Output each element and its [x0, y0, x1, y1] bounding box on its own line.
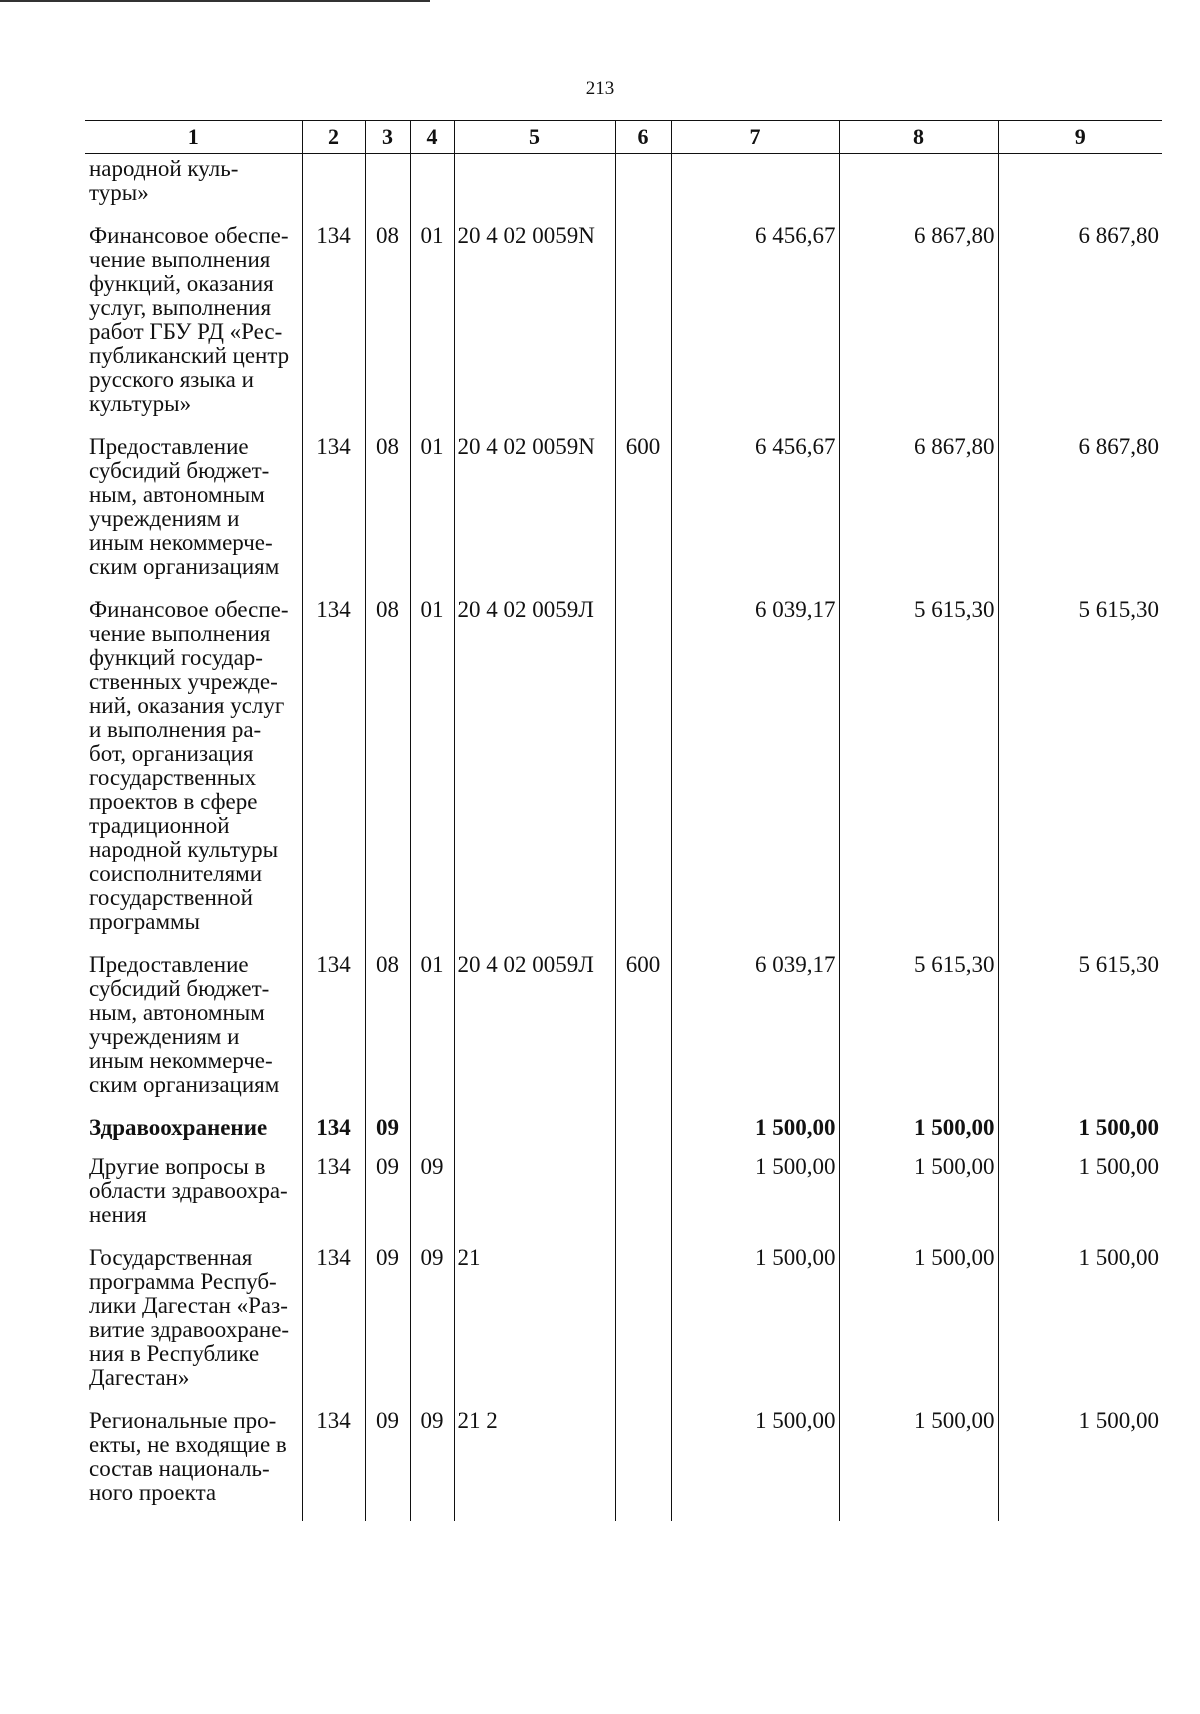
amount-col-8: 1 500,00 — [839, 1406, 998, 1521]
target-article-code: 20 4 02 0059N — [454, 432, 615, 595]
amount-col-7: 6 039,17 — [671, 950, 839, 1113]
target-article-code — [454, 1113, 615, 1152]
subsection-code — [410, 1113, 454, 1152]
section-code: 09 — [365, 1152, 410, 1243]
amount-col-7 — [671, 154, 839, 222]
table-row — [85, 1243, 1162, 1406]
section-code — [365, 154, 410, 222]
amount-col-9: 5 615,30 — [998, 595, 1162, 950]
amount-col-8: 1 500,00 — [839, 1152, 998, 1243]
header-cell: 1 — [85, 121, 302, 154]
header-row — [85, 121, 1162, 154]
expense-type-code: 600 — [615, 950, 671, 1113]
amount-col-7: 6 456,67 — [671, 432, 839, 595]
table-row — [85, 154, 1162, 222]
amount-col-7: 1 500,00 — [671, 1113, 839, 1152]
row-name: народной куль- туры» — [89, 156, 239, 205]
amount-col-7: 1 500,00 — [671, 1406, 839, 1521]
subsection-code: 01 — [410, 950, 454, 1113]
target-article-code: 20 4 02 0059N — [454, 221, 615, 432]
page-number: 213 — [585, 78, 615, 99]
table-row — [85, 1152, 1162, 1243]
amount-col-8: 6 867,80 — [839, 432, 998, 595]
amount-col-7: 6 039,17 — [671, 595, 839, 950]
amount-col-8: 1 500,00 — [839, 1113, 998, 1152]
admin-code: 134 — [302, 1113, 365, 1152]
subsection-code: 09 — [410, 1152, 454, 1243]
subsection-code: 09 — [410, 1243, 454, 1406]
admin-code: 134 — [302, 1406, 365, 1521]
row-name: Региональные про- екты, не входящие в состав националь- ного проекта — [89, 1408, 287, 1505]
section-code: 08 — [365, 595, 410, 950]
admin-code: 134 — [302, 1152, 365, 1243]
row-name: Государственная программа Респуб- лики Дагестан «Раз- витие здравоохране- ния в Республике Дагестан» — [89, 1245, 290, 1390]
amount-col-7: 1 500,00 — [671, 1243, 839, 1406]
table-row — [85, 1406, 1162, 1521]
header-cell: 2 — [302, 121, 365, 154]
admin-code: 134 — [302, 595, 365, 950]
amount-col-8: 6 867,80 — [839, 221, 998, 432]
expense-type-code — [615, 1113, 671, 1152]
section-code: 08 — [365, 432, 410, 595]
table-row — [85, 432, 1162, 595]
expense-type-code — [615, 1243, 671, 1406]
target-article-code — [454, 154, 615, 222]
target-article-code: 20 4 02 0059Л — [454, 950, 615, 1113]
target-article-code: 20 4 02 0059Л — [454, 595, 615, 950]
expense-type-code — [615, 221, 671, 432]
subsection-code: 09 — [410, 1406, 454, 1521]
amount-col-9: 1 500,00 — [998, 1243, 1162, 1406]
expense-type-code: 600 — [615, 432, 671, 595]
header-cell: 3 — [365, 121, 410, 154]
budget-table — [85, 120, 1162, 1521]
table-body — [85, 154, 1162, 1522]
row-name: Предоставление субсидий бюджет- ным, автономным учреждениям и иным некоммерче- ским организациям — [89, 434, 280, 579]
row-name: Финансовое обеспе- чение выполнения функций, оказания услуг, выполнения работ ГБУ РД «Рес- публиканский центр русского языка и культуры» — [89, 223, 290, 416]
amount-col-9: 6 867,80 — [998, 221, 1162, 432]
table-row — [85, 221, 1162, 432]
section-code: 09 — [365, 1243, 410, 1406]
amount-col-9: 1 500,00 — [998, 1406, 1162, 1521]
row-name: Здравоохранение — [89, 1115, 268, 1140]
amount-col-8: 5 615,30 — [839, 595, 998, 950]
target-article-code: 21 2 — [454, 1406, 615, 1521]
expense-type-code — [615, 1406, 671, 1521]
admin-code: 134 — [302, 221, 365, 432]
table-row — [85, 950, 1162, 1113]
header-cell: 7 — [671, 121, 839, 154]
amount-col-9: 1 500,00 — [998, 1152, 1162, 1243]
amount-col-9: 1 500,00 — [998, 1113, 1162, 1152]
expense-type-code — [615, 154, 671, 222]
amount-col-9 — [998, 154, 1162, 222]
table-row — [85, 1113, 1162, 1152]
table-row — [85, 595, 1162, 950]
header-cell: 5 — [454, 121, 615, 154]
target-article-code: 21 — [454, 1243, 615, 1406]
section-code: 09 — [365, 1113, 410, 1152]
row-name: Предоставление субсидий бюджет- ным, автономным учреждениям и иным некоммерче- ским организациям — [89, 952, 280, 1097]
expense-type-code — [615, 1152, 671, 1243]
amount-col-8: 1 500,00 — [839, 1243, 998, 1406]
amount-col-7: 1 500,00 — [671, 1152, 839, 1243]
subsection-code: 01 — [410, 221, 454, 432]
admin-code — [302, 154, 365, 222]
top-border-line — [0, 0, 430, 2]
amount-col-9: 6 867,80 — [998, 432, 1162, 595]
header-cell: 9 — [998, 121, 1162, 154]
subsection-code — [410, 154, 454, 222]
header-cell: 6 — [615, 121, 671, 154]
row-name: Финансовое обеспе- чение выполнения функций государ- ственных учрежде- ний, оказания услуг и выполнения ра- бот, организация государственных проектов в сфере традиционной народной культуры соисполнителями государственной программы — [89, 597, 289, 934]
target-article-code — [454, 1152, 615, 1243]
amount-col-9: 5 615,30 — [998, 950, 1162, 1113]
section-code: 08 — [365, 950, 410, 1113]
admin-code: 134 — [302, 950, 365, 1113]
header-cell: 8 — [839, 121, 998, 154]
section-code: 09 — [365, 1406, 410, 1521]
subsection-code: 01 — [410, 595, 454, 950]
amount-col-7: 6 456,67 — [671, 221, 839, 432]
row-name: Другие вопросы в области здравоохра- нения — [89, 1154, 288, 1227]
admin-code: 134 — [302, 1243, 365, 1406]
amount-col-8 — [839, 154, 998, 222]
admin-code: 134 — [302, 432, 365, 595]
amount-col-8: 5 615,30 — [839, 950, 998, 1113]
header-cell: 4 — [410, 121, 454, 154]
section-code: 08 — [365, 221, 410, 432]
subsection-code: 01 — [410, 432, 454, 595]
expense-type-code — [615, 595, 671, 950]
